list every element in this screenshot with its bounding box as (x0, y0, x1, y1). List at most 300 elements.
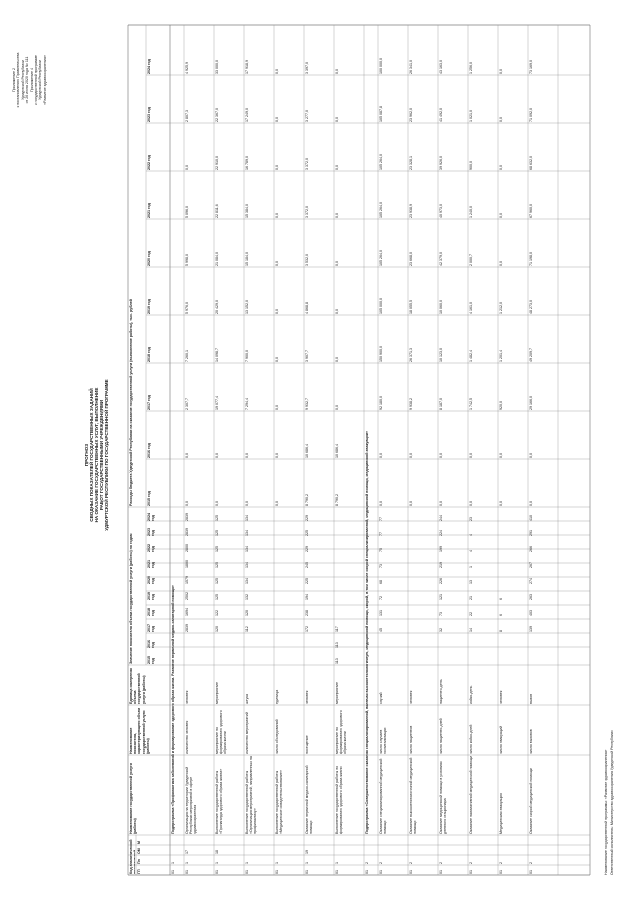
row-service: Оказание высокотехнологичной медицинской помощи (409, 757, 418, 834)
approval-line: к государственной программе (34, 55, 39, 105)
row-volume-value (215, 650, 243, 664)
row-volume-value (215, 634, 243, 648)
row-code: 1 (171, 862, 175, 864)
row-volume-value (409, 523, 437, 536)
row-code (171, 846, 183, 854)
row-volume-value: 1579 (185, 576, 189, 584)
row-volume-value: 32 (439, 628, 443, 632)
row-code: 2 (439, 862, 443, 864)
row-unit: человек (409, 690, 413, 704)
row-cost-value: 3 532,0 (305, 254, 309, 266)
row-cost-value: 8 790,2 (305, 494, 309, 506)
row-cost-value: 0,0 (529, 501, 533, 506)
row-volume-value: 77 (379, 532, 383, 536)
row-volume-value: 134 (245, 562, 249, 568)
row-cost-value: 23 962,0 (409, 108, 413, 122)
row-volume-value (185, 634, 213, 648)
row-volume-value: 125 (215, 546, 219, 552)
row-volume-value (469, 650, 497, 664)
row-cost-value: 7 260,1 (185, 350, 189, 362)
row-volume-value: 45 (379, 628, 383, 632)
approval-line: к постановлению Правительства (16, 52, 21, 108)
row-unit: штука (245, 693, 249, 704)
row-cost-value: 10 686,4 (335, 444, 339, 458)
row-cost-value: 4 161,0 (469, 302, 473, 314)
row-volume-value: 225 (305, 530, 309, 536)
row-code (379, 836, 407, 844)
header-year-cost: 2021 год (147, 203, 151, 218)
row-code: 2 (379, 862, 383, 864)
row-volume-value: 291 (529, 530, 533, 536)
approval-line: Удмуртской Республики (38, 60, 43, 100)
row-volume-value (275, 508, 303, 521)
row-cost-value: 71 092,0 (529, 108, 533, 122)
row-volume-value: 2839 (185, 513, 189, 521)
approval-line: от 26 июня 2020 года № 111 (25, 56, 30, 104)
row-indicator: мероприятие по формированию здорового образа жизни (215, 710, 228, 754)
row-volume-value (469, 634, 497, 648)
row-cost-value: 0,0 (439, 501, 443, 506)
row-volume-value: 229 (305, 515, 309, 521)
row-code: 1 (215, 862, 219, 864)
row-code (245, 846, 273, 854)
footer-line: Наименование государственной программы: «Развитие здравоохранения» (604, 749, 608, 875)
row-code (499, 846, 527, 854)
row-code (439, 846, 467, 854)
row-volume-value: 22 (469, 612, 473, 616)
row-volume-value (499, 634, 527, 648)
row-service: Оказание специализированной медицинской помощи (379, 758, 388, 834)
row-cost-value: 0,0 (469, 501, 473, 506)
row-cost-value: 3 372,0 (305, 206, 309, 218)
row-volume-value: 4 (469, 550, 473, 552)
row-cost-value: 3 372,0 (305, 158, 309, 170)
row-volume-value: 125 (215, 515, 219, 521)
row-cost-value: 2 000,7 (469, 254, 473, 266)
row-cost-value: 0,0 (379, 453, 383, 458)
header-year-volume: 2018 год (147, 608, 156, 616)
row-volume-value (275, 570, 303, 584)
row-cost-value: 40 973,0 (439, 204, 443, 218)
row-code: 1 (185, 862, 189, 864)
row-cost-value: 0,0 (275, 501, 279, 506)
row-unit: мероприятие (215, 681, 219, 704)
row-cost-value: 920,0 (499, 401, 503, 410)
row-volume-value (275, 538, 303, 552)
row-cost-value: 0,0 (499, 261, 503, 266)
row-volume-value (185, 650, 213, 664)
row-cost-value: 2 307,7 (185, 398, 189, 410)
row-volume-value: 266 (529, 546, 533, 552)
row-volume-value: 1 (469, 566, 473, 568)
row-cost-value: 105 087,8 (379, 106, 383, 122)
row-volume-value (275, 554, 303, 568)
header-year-cost: 2019 год (147, 299, 151, 314)
header-volume: Значение показателя объема государственной услуги (работы) по годам (129, 533, 133, 664)
header-year-volume: 2019 год (147, 592, 156, 600)
row-volume-value: 2839 (185, 528, 189, 536)
row-cost-value: 43 163,0 (439, 60, 443, 74)
row-code: 01 (275, 870, 279, 874)
row-cost-value: 1 201,4 (499, 350, 503, 362)
row-volume-value: 134 (245, 546, 249, 552)
row-code: 19 (305, 850, 309, 854)
row-volume-value: 226 (439, 578, 443, 584)
row-cost-value: 92 180,0 (379, 396, 383, 410)
header-year-cost: 2022 год (147, 155, 151, 170)
row-code (335, 846, 363, 854)
row-volume-value (499, 650, 527, 664)
row-cost-value: 1 240,0 (469, 206, 473, 218)
row-cost-value: 105 000,0 (379, 298, 383, 314)
row-cost-value: 13 152,0 (245, 300, 249, 314)
row-unit: человек (499, 690, 503, 704)
row-volume-value: 219 (439, 562, 443, 568)
row-volume-value (409, 602, 437, 616)
row-cost-value: 1 256,0 (469, 62, 473, 74)
title-line: ПРОГНОЗ (84, 443, 89, 467)
row-volume-value: 199 (439, 546, 443, 552)
row-volume-value (439, 634, 467, 648)
row-cost-value: 8 187,0 (439, 398, 443, 410)
row-volume-value (499, 508, 527, 521)
row-code (245, 836, 273, 844)
row-code: 01 (469, 870, 473, 874)
row-volume-value: 125 (215, 594, 219, 600)
row-cost-value: 21 084,0 (215, 252, 219, 266)
row-cost-value: 1 482,4 (469, 350, 473, 362)
row-volume-value (335, 554, 363, 568)
row-cost-value: 5 976,0 (185, 302, 189, 314)
row-code: 2 (499, 862, 503, 864)
row-code (215, 836, 243, 844)
row-cost-value: 0,0 (379, 501, 383, 506)
row-volume-value: 1800 (185, 560, 189, 568)
row-volume-value: 139 (529, 626, 533, 632)
row-volume-value: 1694 (185, 608, 189, 616)
row-cost-value: 3 397,0 (305, 62, 309, 74)
header-code: Код аналитической (129, 839, 133, 874)
row-cost-value: 71 198,0 (529, 252, 533, 266)
row-cost-value: 0,0 (245, 453, 249, 458)
row-code (529, 836, 557, 844)
row-code: 01 (365, 870, 369, 874)
row-service: Выполнение государственной работы «Пропаганда здорового образа жизни» (215, 768, 224, 834)
row-volume-value (499, 538, 527, 552)
row-volume-value (409, 634, 437, 648)
row-volume-value: 117 (335, 626, 339, 632)
row-code (305, 836, 333, 844)
row-volume-value: 75 (379, 548, 383, 552)
row-cost-value: 29 166,0 (529, 396, 533, 410)
row-cost-value: 26 371,3 (409, 348, 413, 362)
header-service: Наименование государственной услуги (работы) (129, 763, 138, 834)
row-volume-value: 112 (245, 626, 249, 632)
header-code-col: ГП (137, 869, 141, 874)
row-cost-value: 0,0 (275, 117, 279, 122)
row-cost-value: 3 907,7 (305, 350, 309, 362)
row-cost-value: 42 379,0 (439, 252, 443, 266)
row-volume-value (379, 634, 407, 648)
row-cost-value: 0,0 (335, 165, 339, 170)
row-indicator: число пациенто-дней (439, 718, 443, 754)
row-cost-value: 0,0 (499, 165, 503, 170)
header-code-col: М (137, 841, 141, 844)
row-cost-value: 41 492,0 (439, 108, 443, 122)
row-volume-value (335, 538, 363, 552)
row-indicator: число вызовов (529, 729, 533, 754)
row-cost-value: 105 264,0 (379, 202, 383, 218)
row-cost-value: 0,0 (529, 453, 533, 458)
footer-line: Ответственный исполнитель: Министерство здравоохранения Удмуртской Республики (610, 730, 614, 875)
row-volume-value: 14 (469, 628, 473, 632)
row-cost-value: 0,0 (275, 309, 279, 314)
row-service: Выполнение государственной работы по формированию здорового образа жизни (335, 765, 344, 834)
header-year-cost: 2018 год (147, 347, 151, 362)
row-indicator: число обследований (275, 719, 279, 754)
header-year-volume: 2022 год (147, 544, 156, 552)
header-unit: Единица измерения объема государственной услуги (работы) (129, 668, 146, 704)
row-cost-value: 0,0 (275, 69, 279, 74)
row-cost-value: 10 060,0 (439, 300, 443, 314)
row-indicator: число эвакуаций (499, 726, 503, 754)
row-code (335, 836, 363, 844)
header-year-cost: 2024 год (147, 59, 151, 74)
header-year-cost: 2023 год (147, 107, 151, 122)
row-volume-value: 224 (439, 530, 443, 536)
row-volume-value: 132 (245, 594, 249, 600)
row-unit: вызов (529, 693, 533, 704)
row-volume-value: 6 (499, 598, 503, 600)
row-volume-value (409, 586, 437, 600)
row-code (365, 846, 377, 854)
row-volume-value: 21 (469, 596, 473, 600)
row-code: 1 (335, 862, 339, 864)
row-cost-value: 48 273,0 (529, 300, 533, 314)
title-line: РАБОТ ГОСУДАРСТВЕННЫМИ УЧРЕЖДЕНИЯМИ (99, 399, 104, 511)
row-code: 01 (215, 870, 219, 874)
row-volume-value (335, 602, 363, 616)
row-volume-value (275, 634, 303, 648)
header-year-cost: 2020 год (147, 251, 151, 266)
row-code: 01 (499, 870, 503, 874)
row-volume-value: 134 (245, 515, 249, 521)
row-code: 2 (469, 862, 473, 864)
row-unit: мероприятие (335, 681, 339, 704)
row-volume-value (409, 618, 437, 632)
row-code: 01 (409, 870, 413, 874)
row-volume-value (409, 538, 437, 552)
row-code (171, 836, 183, 844)
row-service: Оказание медицинской помощи в условиях дневного стационара (439, 761, 448, 834)
row-volume-value: 120 (215, 626, 219, 632)
row-volume-value (305, 634, 333, 648)
header-year-cost: 2017 год (147, 395, 151, 410)
row-cost-value: 0,0 (499, 501, 503, 506)
row-code: 18 (215, 850, 219, 854)
row-cost-value: 0,0 (335, 405, 339, 410)
row-volume-value: 244 (439, 515, 443, 521)
row-cost-value: 23 668,0 (409, 252, 413, 266)
row-code: 1 (305, 862, 309, 864)
row-volume-value (529, 634, 557, 648)
row-volume-value: 122 (215, 610, 219, 616)
row-code: 01 (439, 870, 443, 874)
header-cost: Расходы бюджета Удмуртской Республики на оказание государственной услуги (выполнение работы), тыс. рублей (129, 299, 133, 506)
row-cost-value: 900,0 (469, 161, 473, 170)
row-cost-value: 0,0 (185, 453, 189, 458)
row-cost-value: 20 429,0 (215, 300, 219, 314)
row-cost-value: 22 367,0 (215, 108, 219, 122)
row-volume-value (245, 634, 273, 648)
row-volume-value (275, 618, 303, 632)
row-volume-value: 113 (335, 658, 339, 664)
row-cost-value: 0,0 (335, 357, 339, 362)
row-cost-value: 0,0 (409, 453, 413, 458)
row-unit: единица (275, 689, 279, 704)
row-code (529, 846, 557, 854)
row-volume-value: 125 (215, 562, 219, 568)
row-cost-value: 1 021,0 (469, 110, 473, 122)
row-volume-value (335, 586, 363, 600)
row-volume-value: 125 (215, 578, 219, 584)
row-volume-value (409, 650, 437, 664)
row-cost-value: 0,0 (215, 453, 219, 458)
row-cost-value: 0,0 (499, 69, 503, 74)
row-cost-value: 5 998,0 (185, 254, 189, 266)
header-year-cost: 2016 год (147, 443, 151, 458)
row-volume-value (305, 650, 333, 664)
row-cost-value: 0,0 (275, 357, 279, 362)
header-code-col: Пп (137, 859, 141, 864)
row-cost-value: 105 264,0 (379, 250, 383, 266)
row-cost-value: 0,0 (409, 501, 413, 506)
header-year-volume: 2024 год (147, 513, 156, 521)
row-volume-value (529, 650, 557, 664)
header-year-volume: 2020 год (147, 576, 156, 584)
row-cost-value: 0,0 (185, 501, 189, 506)
row-unit: койко-день (469, 685, 473, 704)
row-volume-value (379, 650, 407, 664)
row-code (439, 836, 467, 844)
row-service: Организация на территории Удмуртской Республики мероприятий в сфере здравоохранения (185, 766, 198, 834)
row-cost-value: 0,0 (499, 213, 503, 218)
row-service: Оказание первичной медико-санитарной помощи (305, 765, 314, 834)
row-cost-value: 1 742,5 (469, 398, 473, 410)
header-year-volume: 2023 год (147, 528, 156, 536)
row-volume-value: 410 (529, 515, 533, 521)
row-unit: человек (185, 690, 189, 704)
row-service: Медицинская эвакуация (499, 793, 503, 834)
row-code: 01 (305, 870, 309, 874)
row-cost-value: 2 807,3 (185, 110, 189, 122)
row-cost-value: 0,0 (275, 165, 279, 170)
row-volume-value: 125 (215, 530, 219, 536)
row-cost-value: 0,0 (275, 213, 279, 218)
header-year-cost: 2015 год (147, 491, 151, 506)
row-code (379, 846, 407, 854)
row-code: 01 (529, 870, 533, 874)
row-indicator: число койко-дней (469, 724, 473, 754)
row-volume-value (409, 508, 437, 521)
row-volume-value: 403 (529, 610, 533, 616)
row-code: 01 (335, 870, 339, 874)
row-volume-value: 263 (529, 594, 533, 600)
row-volume-value (499, 523, 527, 536)
row-volume-value (245, 650, 273, 664)
row-cost-value: 105 264,0 (379, 154, 383, 170)
row-service: Выполнение государственной работы «Медицинское освидетельствование» (275, 770, 284, 834)
row-cost-value: 0,0 (215, 501, 219, 506)
header-indicator: Наименование показателя, характеризующего объем государственной услуги (работы) (129, 707, 150, 754)
row-volume-value: 172 (305, 626, 309, 632)
row-volume-value (335, 523, 363, 536)
row-code: 1 (275, 862, 279, 864)
row-volume-value (409, 570, 437, 584)
row-cost-value: 33 000,0 (215, 60, 219, 74)
row-volume-value (275, 602, 303, 616)
row-cost-value: 73 169,0 (529, 60, 533, 74)
row-cost-value: 0,0 (439, 453, 443, 458)
row-code: 2 (529, 862, 533, 864)
row-cost-value: 67 960,0 (529, 204, 533, 218)
title-line: СВОДНЫХ ПОКАЗАТЕЛЕЙ ГОСУДАРСТВЕННЫХ ЗАДАНИЙ (89, 388, 94, 522)
row-indicator: количество мероприятий (245, 712, 249, 754)
row-volume-value (439, 650, 467, 664)
row-volume-value: 121 (439, 594, 443, 600)
row-volume-value: 225 (305, 578, 309, 584)
row-cost-value: 7 294,4 (245, 398, 249, 410)
row-volume-value: 229 (305, 546, 309, 552)
row-cost-value: 5 096,0 (185, 206, 189, 218)
row-cost-value: 0,0 (335, 309, 339, 314)
row-volume-value: 23 (469, 517, 473, 521)
row-cost-value: 0,0 (275, 261, 279, 266)
header-year-volume: 2017 год (147, 624, 156, 632)
row-volume-value: 113 (335, 642, 339, 648)
row-volume-value: 134 (245, 578, 249, 584)
row-code (275, 836, 303, 844)
row-code: 17 (185, 850, 189, 854)
approval-line: Приложение 4 (29, 67, 34, 93)
row-cost-value: 0,0 (469, 453, 473, 458)
row-cost-value: 23 328,1 (409, 156, 413, 170)
row-volume-value: 134 (245, 530, 249, 536)
row-indicator: посещение (305, 735, 309, 754)
row-volume-value: 274 (529, 578, 533, 584)
row-volume-value: 194 (305, 594, 309, 600)
row-cost-value: 150 900,0 (379, 346, 383, 362)
row-volume-value: 73 (439, 612, 443, 616)
row-volume-value: 13 (469, 580, 473, 584)
row-cost-value: 68 632,0 (529, 156, 533, 170)
row-code: 2 (409, 862, 413, 864)
header-year-volume: 2016 год (147, 640, 156, 648)
row-code: 1 (245, 862, 249, 864)
row-unit: пациенто-день (439, 679, 443, 704)
row-code: 01 (245, 870, 249, 874)
row-cost-value: 0,0 (335, 213, 339, 218)
row-cost-value: 0,0 (335, 117, 339, 122)
row-cost-value: 0,0 (499, 453, 503, 458)
row-cost-value: 8 790,2 (335, 494, 339, 506)
row-cost-value: 19 077,4 (215, 396, 219, 410)
row-cost-value: 3 277,0 (305, 110, 309, 122)
row-cost-value: 0,0 (499, 117, 503, 122)
row-cost-value: 0,0 (245, 501, 249, 506)
row-service: Оказание паллиативной медицинской помощи (469, 756, 473, 834)
approval-line: «Развитие здравоохранения» (42, 55, 47, 105)
